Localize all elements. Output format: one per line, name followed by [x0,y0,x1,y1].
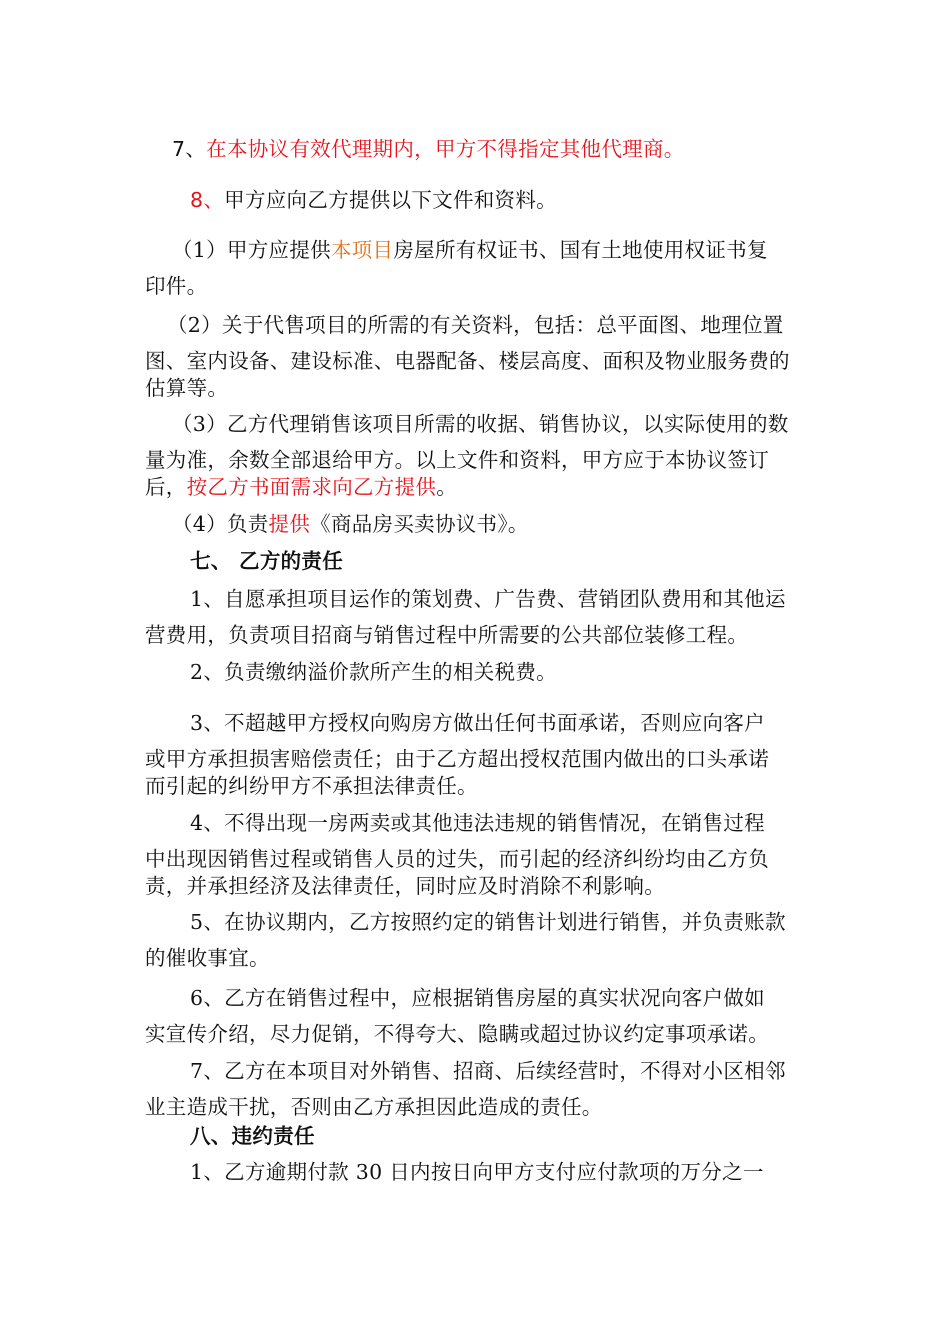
duty-1-line-2: 营费用，负责项目招商与销售过程中所需要的公共部位装修工程。 [145,623,749,647]
clause-number: 8、 [190,188,225,212]
item-3-line-3 [145,473,457,501]
clause-number: 7、 [172,137,207,161]
section-heading-8: 八、违约责任 [190,1124,315,1148]
duty-6-line-1: 6、乙方在销售过程中，应根据销售房屋的真实状况向客户做如 [190,986,765,1010]
duty-5-line-2: 的催收事宜。 [145,946,270,970]
item-text: 《商品房买卖协议书》。 [310,512,529,536]
clause-text: 甲方应向乙方提供以下文件和资料。 [224,188,557,212]
item-2-line-3: 估算等。 [145,376,229,400]
item-1-line-1 [172,236,768,264]
duty-7-line-2: 业主造成干扰，否则由乙方承担因此造成的责任。 [145,1095,603,1119]
item-4 [172,510,529,538]
item-highlight: 提供 [268,512,311,536]
duty-5-line-1: 5、在协议期内，乙方按照约定的销售计划进行销售，并负责账款 [190,910,786,934]
item-text: 后， [145,475,187,499]
duty-4-line-3: 责，并承担经济及法律责任，同时应及时消除不利影响。 [145,874,665,898]
duty-4-line-1: 4、不得出现一房两卖或其他违法违规的销售情况，在销售过程 [190,811,765,835]
duty-3-line-2: 或甲方承担损害赔偿责任；由于乙方超出授权范围内做出的口头承诺 [145,747,769,771]
duty-3-line-1: 3、不超越甲方授权向购房方做出任何书面承诺，否则应向客户 [190,711,765,735]
duty-1-line-1: 1、自愿承担项目运作的策划费、广告费、营销团队费用和其他运 [190,587,786,611]
duty-6-line-2: 实宣传介绍，尽力促销，不得夸大、隐瞒或超过协议约定事项承诺。 [145,1022,769,1046]
item-text: 房屋所有权证书、国有土地使用权证书复 [393,238,768,262]
duty-2-line-1: 2、负责缴纳溢价款所产生的相关税费。 [190,660,557,684]
item-3-line-1: （3）乙方代理销售该项目所需的收据、销售协议，以实际使用的数 [172,412,789,436]
clause-text: 在本协议有效代理期内，甲方不得指定其他代理商。 [206,137,685,161]
item-text: （4）负责 [172,512,269,536]
item-highlight: 本项目 [330,238,394,262]
item-2-line-2: 图、室内设备、建设标准、电器配备、楼层高度、面积及物业服务费的 [145,349,790,373]
breach-1-line-1: 1、乙方逾期付款 30 日内按日向甲方支付应付款项的万分之一 [190,1160,764,1184]
item-highlight: 按乙方书面需求向乙方提供 [186,475,437,499]
section-heading-7: 七、 乙方的责任 [190,549,344,573]
item-text: 。 [436,475,458,499]
item-1-line-2: 印件。 [145,274,208,298]
duty-3-line-3: 而引起的纠纷甲方不承担法律责任。 [145,774,478,798]
item-2-line-1: （2）关于代售项目的所需的有关资料，包括：总平面图、地理位置 [167,313,784,337]
clause-7 [172,135,685,163]
item-text: （1）甲方应提供 [172,238,331,262]
item-3-line-2: 量为准，余数全部退给甲方。以上文件和资料，甲方应于本协议签订 [145,448,769,472]
duty-4-line-2: 中出现因销售过程或销售人员的过失，而引起的经济纠纷均由乙方负 [145,847,769,871]
duty-7-line-1: 7、乙方在本项目对外销售、招商、后续经营时，不得对小区相邻 [190,1059,786,1083]
clause-8 [190,186,557,214]
